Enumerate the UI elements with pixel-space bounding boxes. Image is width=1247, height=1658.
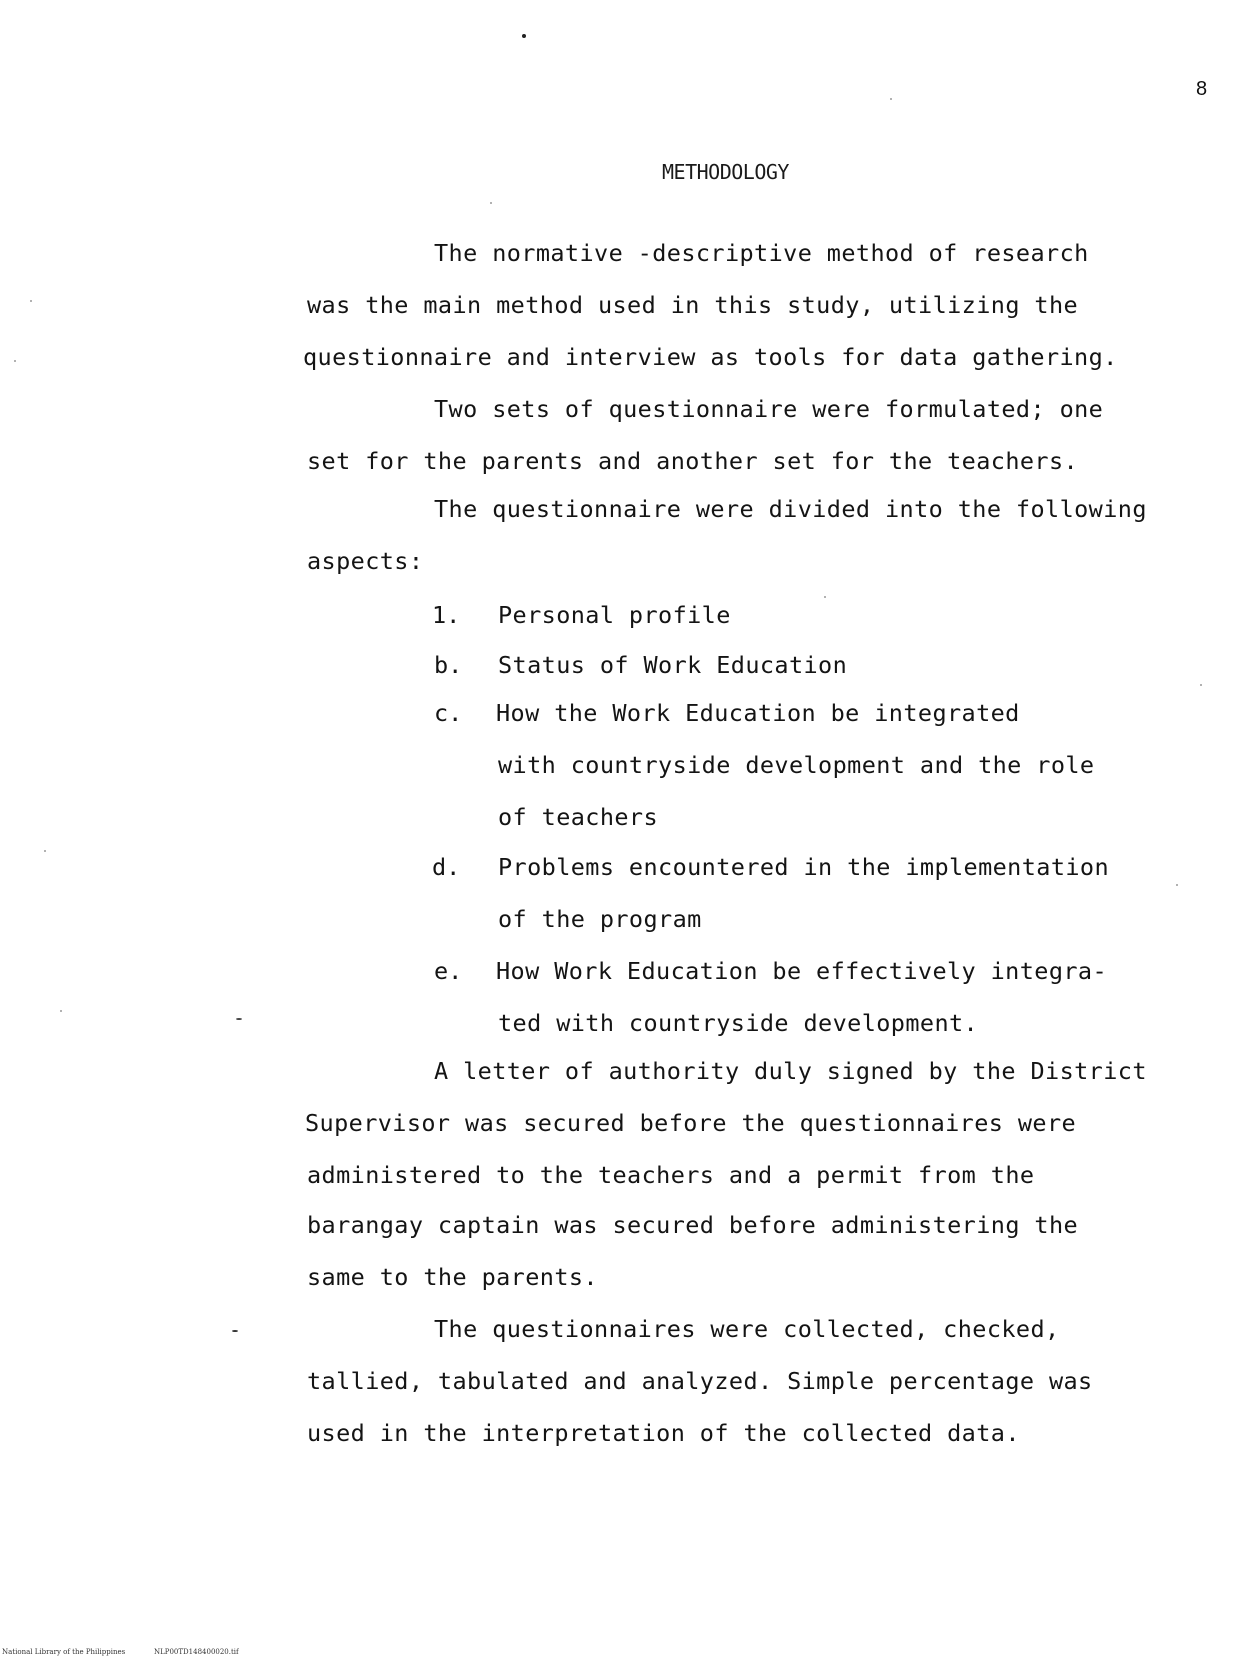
- list-item-text: Problems encountered in the implementation: [498, 853, 1110, 881]
- list-item-text: of the program: [498, 905, 702, 933]
- scan-speck: [60, 1010, 62, 1012]
- footer-file: NLP00TD148400020.tif: [154, 1648, 239, 1656]
- paragraph-4-line-1: A letter of authority duly signed by the District: [434, 1057, 1147, 1085]
- paragraph-5-line-2: tallied, tabulated and analyzed. Simple percentage was: [307, 1367, 1093, 1395]
- scan-speck: [14, 360, 16, 362]
- paragraph-2-line-2: set for the parents and another set for the teachers.: [307, 447, 1079, 475]
- list-item-marker: d.: [432, 853, 461, 881]
- page-title: METHODOLOGY: [662, 160, 789, 184]
- paragraph-3-line-1: The questionnaire were divided into the following: [434, 495, 1147, 523]
- scan-speck: [890, 98, 892, 100]
- scan-speck: [522, 34, 526, 38]
- scan-speck: [236, 1018, 242, 1020]
- page-number: 8: [1196, 78, 1208, 100]
- scan-speck: [1200, 684, 1202, 686]
- list-item-text: How Work Education be effectively integra-: [496, 957, 1108, 985]
- paragraph-1-line-1: The normative -descriptive method of research: [434, 239, 1089, 267]
- list-item-text: Personal profile: [498, 601, 731, 629]
- list-item-text: with countryside development and the role: [498, 751, 1095, 779]
- list-item-marker: c.: [434, 699, 463, 727]
- paragraph-1-line-2: was the main method used in this study, utilizing the: [307, 291, 1079, 319]
- list-item-marker: 1.: [432, 601, 461, 629]
- list-item-text: ted with countryside development.: [498, 1009, 979, 1037]
- scan-speck: [232, 1330, 238, 1332]
- paragraph-5-line-1: The questionnaires were collected, checked,: [434, 1315, 1060, 1343]
- paragraph-4-line-4: barangay captain was secured before administering the: [307, 1211, 1079, 1239]
- list-item-text: Status of Work Education: [498, 651, 848, 679]
- footer-library: National Library of the Philippines: [2, 1648, 126, 1656]
- paragraph-4-line-5: same to the parents.: [307, 1263, 598, 1291]
- list-item-marker: b.: [434, 651, 463, 679]
- paragraph-4-line-3: administered to the teachers and a permit from the: [307, 1161, 1035, 1189]
- scan-speck: [490, 202, 492, 204]
- paragraph-2-line-1: Two sets of questionnaire were formulated; one: [434, 395, 1104, 423]
- scan-speck: [44, 850, 46, 852]
- list-item-text: of teachers: [498, 803, 659, 831]
- list-item-text: How the Work Education be integrated: [496, 699, 1020, 727]
- paragraph-5-line-3: used in the interpretation of the collected data.: [307, 1419, 1020, 1447]
- paragraph-1-line-3: questionnaire and interview as tools for data gathering.: [303, 343, 1118, 371]
- paragraph-4-line-2: Supervisor was secured before the questionnaires were: [305, 1109, 1077, 1137]
- paragraph-3-line-2: aspects:: [307, 547, 424, 575]
- scan-speck: [30, 300, 32, 302]
- scan-speck: [1176, 884, 1178, 886]
- list-item-marker: e.: [434, 957, 463, 985]
- scan-speck: [824, 596, 826, 598]
